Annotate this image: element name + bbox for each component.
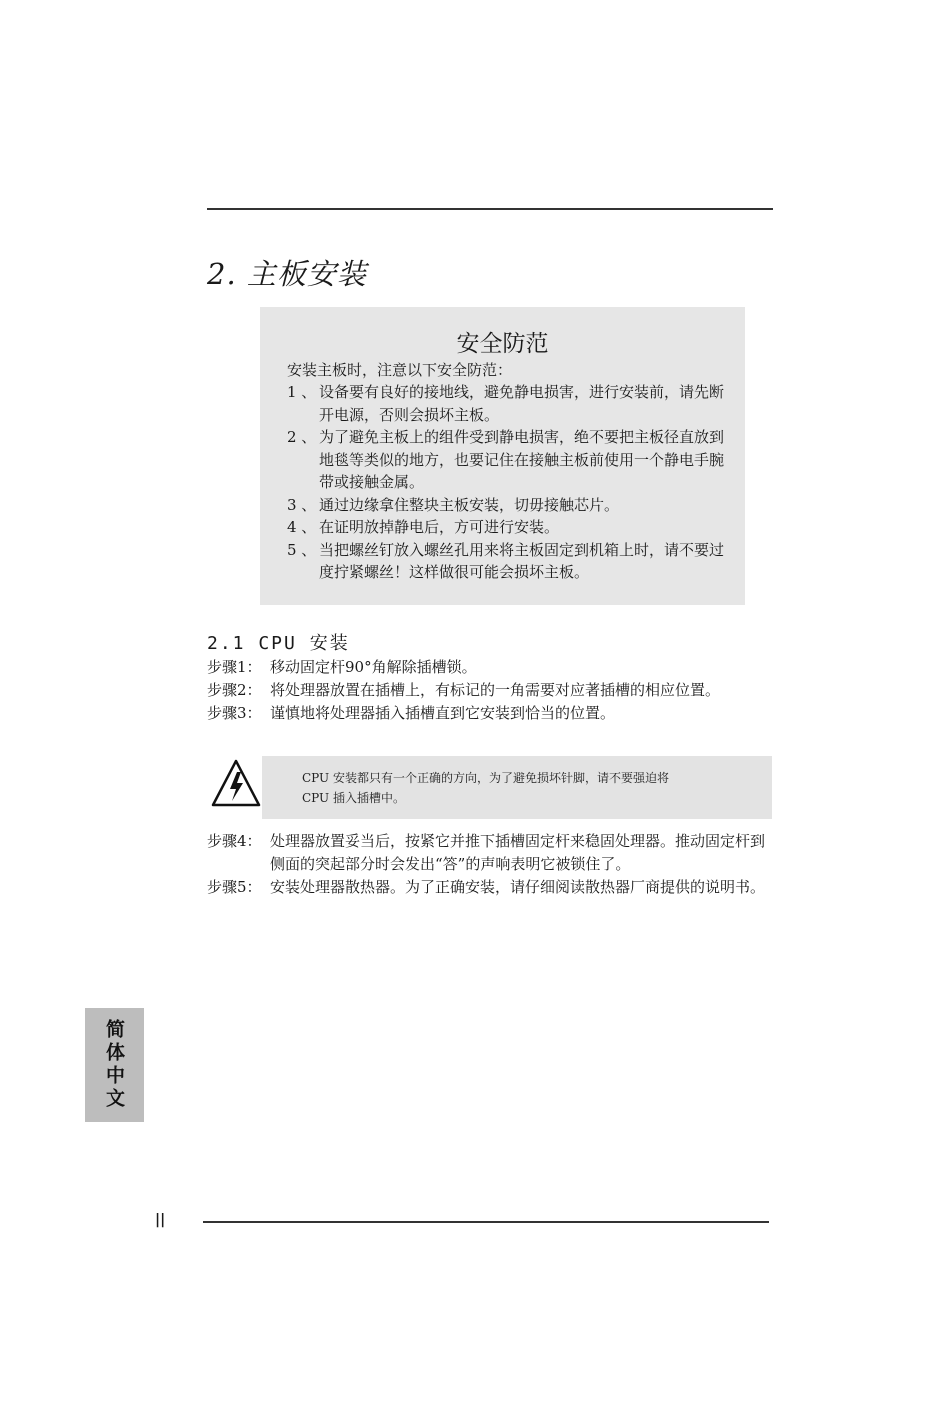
safety-item-number: 4 、	[287, 518, 317, 536]
safety-item-text: 通过边缘拿住整块主板安装，切毋接触芯片。	[319, 495, 620, 514]
warning-line-2: CPU 插入插槽中。	[302, 791, 405, 805]
safety-item-text: 为了避免主板上的组件受到静电损害，绝不要把主板径直放到地毯等类似的地方，也要记住在接触主板前使用一个静电手腕带或接触金属。	[319, 428, 725, 491]
step-text: 安装处理器散热器。为了正确安装，请仔细阅读散热器厂商提供的说明书。	[270, 878, 766, 896]
safety-item-text: 在证明放掉静电后，方可进行安装。	[319, 518, 560, 536]
step-label: 步骤5：	[207, 878, 262, 896]
step-label: 步骤3：	[207, 704, 262, 722]
safety-item-number: 5 、	[287, 540, 317, 559]
language-side-tab	[85, 1008, 144, 1122]
safety-item-text: 当把螺丝钉放入螺丝孔用来将主板固定到机箱上时，请不要过度拧紧螺丝！这样做很可能会损坏主板。	[319, 540, 725, 581]
step-label: 步骤2：	[207, 681, 262, 699]
step-text: 处理器放置妥当后，按紧它并推下插槽固定杆来稳固处理器。推动固定杆到侧面的突起部分时会发出“答”的声响表明它被锁住了。	[270, 832, 766, 873]
safety-item	[287, 539, 727, 584]
step-text: 将处理器放置在插槽上，有标记的一角需要对应著插槽的相应位置。	[270, 681, 721, 699]
step-text: 谨慎地将处理器插入插槽直到它安装到恰当的位置。	[270, 704, 616, 722]
safety-item-number: 3 、	[287, 495, 317, 514]
safety-item-text: 设备要有良好的接地线，避免静电损害，进行安装前，请先断开电源，否则会损坏主板。	[319, 383, 725, 424]
step-item	[207, 876, 769, 899]
safety-list	[287, 381, 727, 584]
safety-item-number: 1 、	[287, 383, 317, 401]
top-rule	[207, 208, 773, 210]
safety-item-number: 2 、	[287, 428, 317, 446]
step-item	[207, 679, 769, 702]
warning-line-1: CPU 安装都只有一个正确的方向，为了避免损坏针脚，请不要强迫将	[302, 771, 669, 785]
step-text: 移动固定杆90°角解除插槽锁。	[270, 658, 477, 676]
section-title: 2.1 CPU 安装	[207, 633, 350, 654]
safety-item	[287, 516, 727, 539]
safety-item	[287, 494, 727, 517]
warning-high-voltage-icon	[210, 758, 262, 808]
step-item	[207, 702, 769, 725]
step-label: 步骤1：	[207, 658, 262, 676]
safety-title: 安全防范	[456, 331, 549, 357]
safety-precautions-box	[260, 307, 745, 605]
warning-text	[302, 768, 762, 808]
bottom-rule	[203, 1221, 769, 1223]
safety-item	[287, 426, 727, 494]
cpu-steps-list	[207, 656, 769, 725]
cpu-steps-list-continued	[207, 830, 769, 899]
safety-item	[287, 381, 727, 426]
cpu-warning-note	[262, 756, 772, 819]
safety-intro: 安装主板时，注意以下安全防范：	[287, 361, 513, 379]
page-number: ||	[155, 1212, 166, 1228]
step-item	[207, 830, 769, 876]
step-label: 步骤4：	[207, 832, 262, 850]
language-tab-label: 简体中文	[103, 1019, 125, 1111]
chapter-title: 2. 主板安装	[207, 257, 367, 291]
step-item	[207, 656, 769, 679]
